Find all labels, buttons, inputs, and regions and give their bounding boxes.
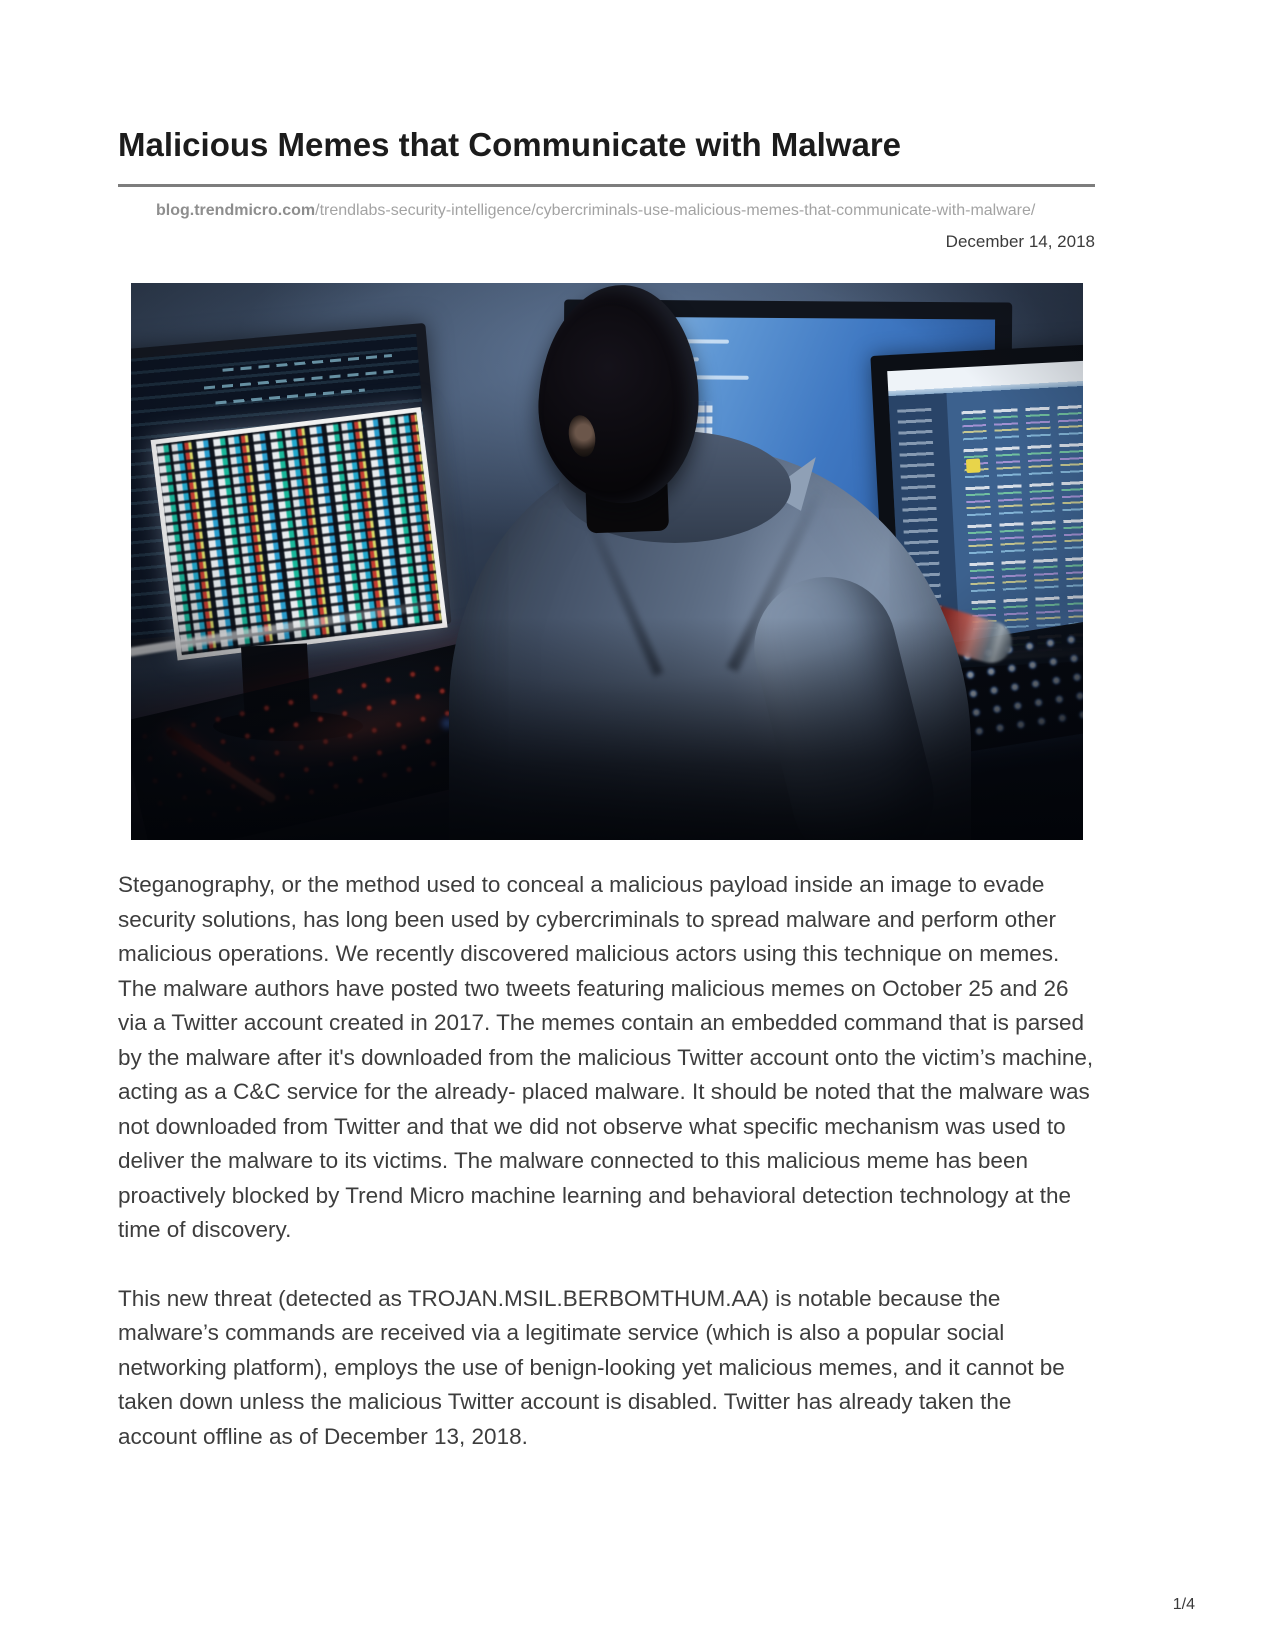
article-date: December 14, 2018: [945, 232, 1095, 251]
photo-code-line: [215, 388, 365, 404]
page-number: 1/4: [1172, 1596, 1195, 1613]
article-page: [118, 0, 1095, 1454]
source-url-path: /trendlabs-security-intelligence/cybercriminals-use-malicious-memes-that-communicate-with-malware/: [315, 202, 1036, 219]
title-divider: [118, 184, 1095, 187]
article-paragraph: Steganography, or the method used to conceal a malicious payload inside an image to evade security solutions, has long been used by cybercriminals to spread malware and perform other malicious operations. We recently discovered malicious actors using this technique on memes. The malware authors have posted two tweets featuring malicious memes on October 25 and 26 via a Twitter account created in 2017. The memes contain an embedded command that is parsed by the malware after it's downloaded from the malicious Twitter account onto the victim’s machine, acting as a C&C service for the already- placed malware. It should be noted that the malware was not downloaded from Twitter and that we did not observe what specific mechanism was used to deliver the malware to its victims. The malware connected to this malicious meme has been proactively blocked by Trend Micro machine learning and behavioral detection technology at the time of discovery.: [118, 872, 1094, 1242]
photo-left-monitor-screen: [131, 334, 441, 640]
photo-code-line: [204, 370, 394, 390]
photo-ide-icon: [966, 458, 981, 473]
source-url: [118, 197, 1095, 224]
article-photo: [131, 283, 1083, 840]
article-paragraph: This new threat (detected as TROJAN.MSIL.BERBOMTHUM.AA) is notable because the malware’s commands are received via a legitimate service (which is also a popular social networking platform), employs the use of benign-looking yet malicious memes, and it cannot be taken down unless the malicious Twitter account is disabled. Twitter has already taken the account offline as of December 13, 2018.: [118, 1285, 1065, 1449]
photo-code-mosaic: [156, 413, 442, 655]
page-title: Malicious Memes that Communicate with Malware: [118, 126, 902, 163]
source-url-domain: blog.trendmicro.com: [156, 202, 316, 219]
photo-code-line: [222, 354, 392, 372]
